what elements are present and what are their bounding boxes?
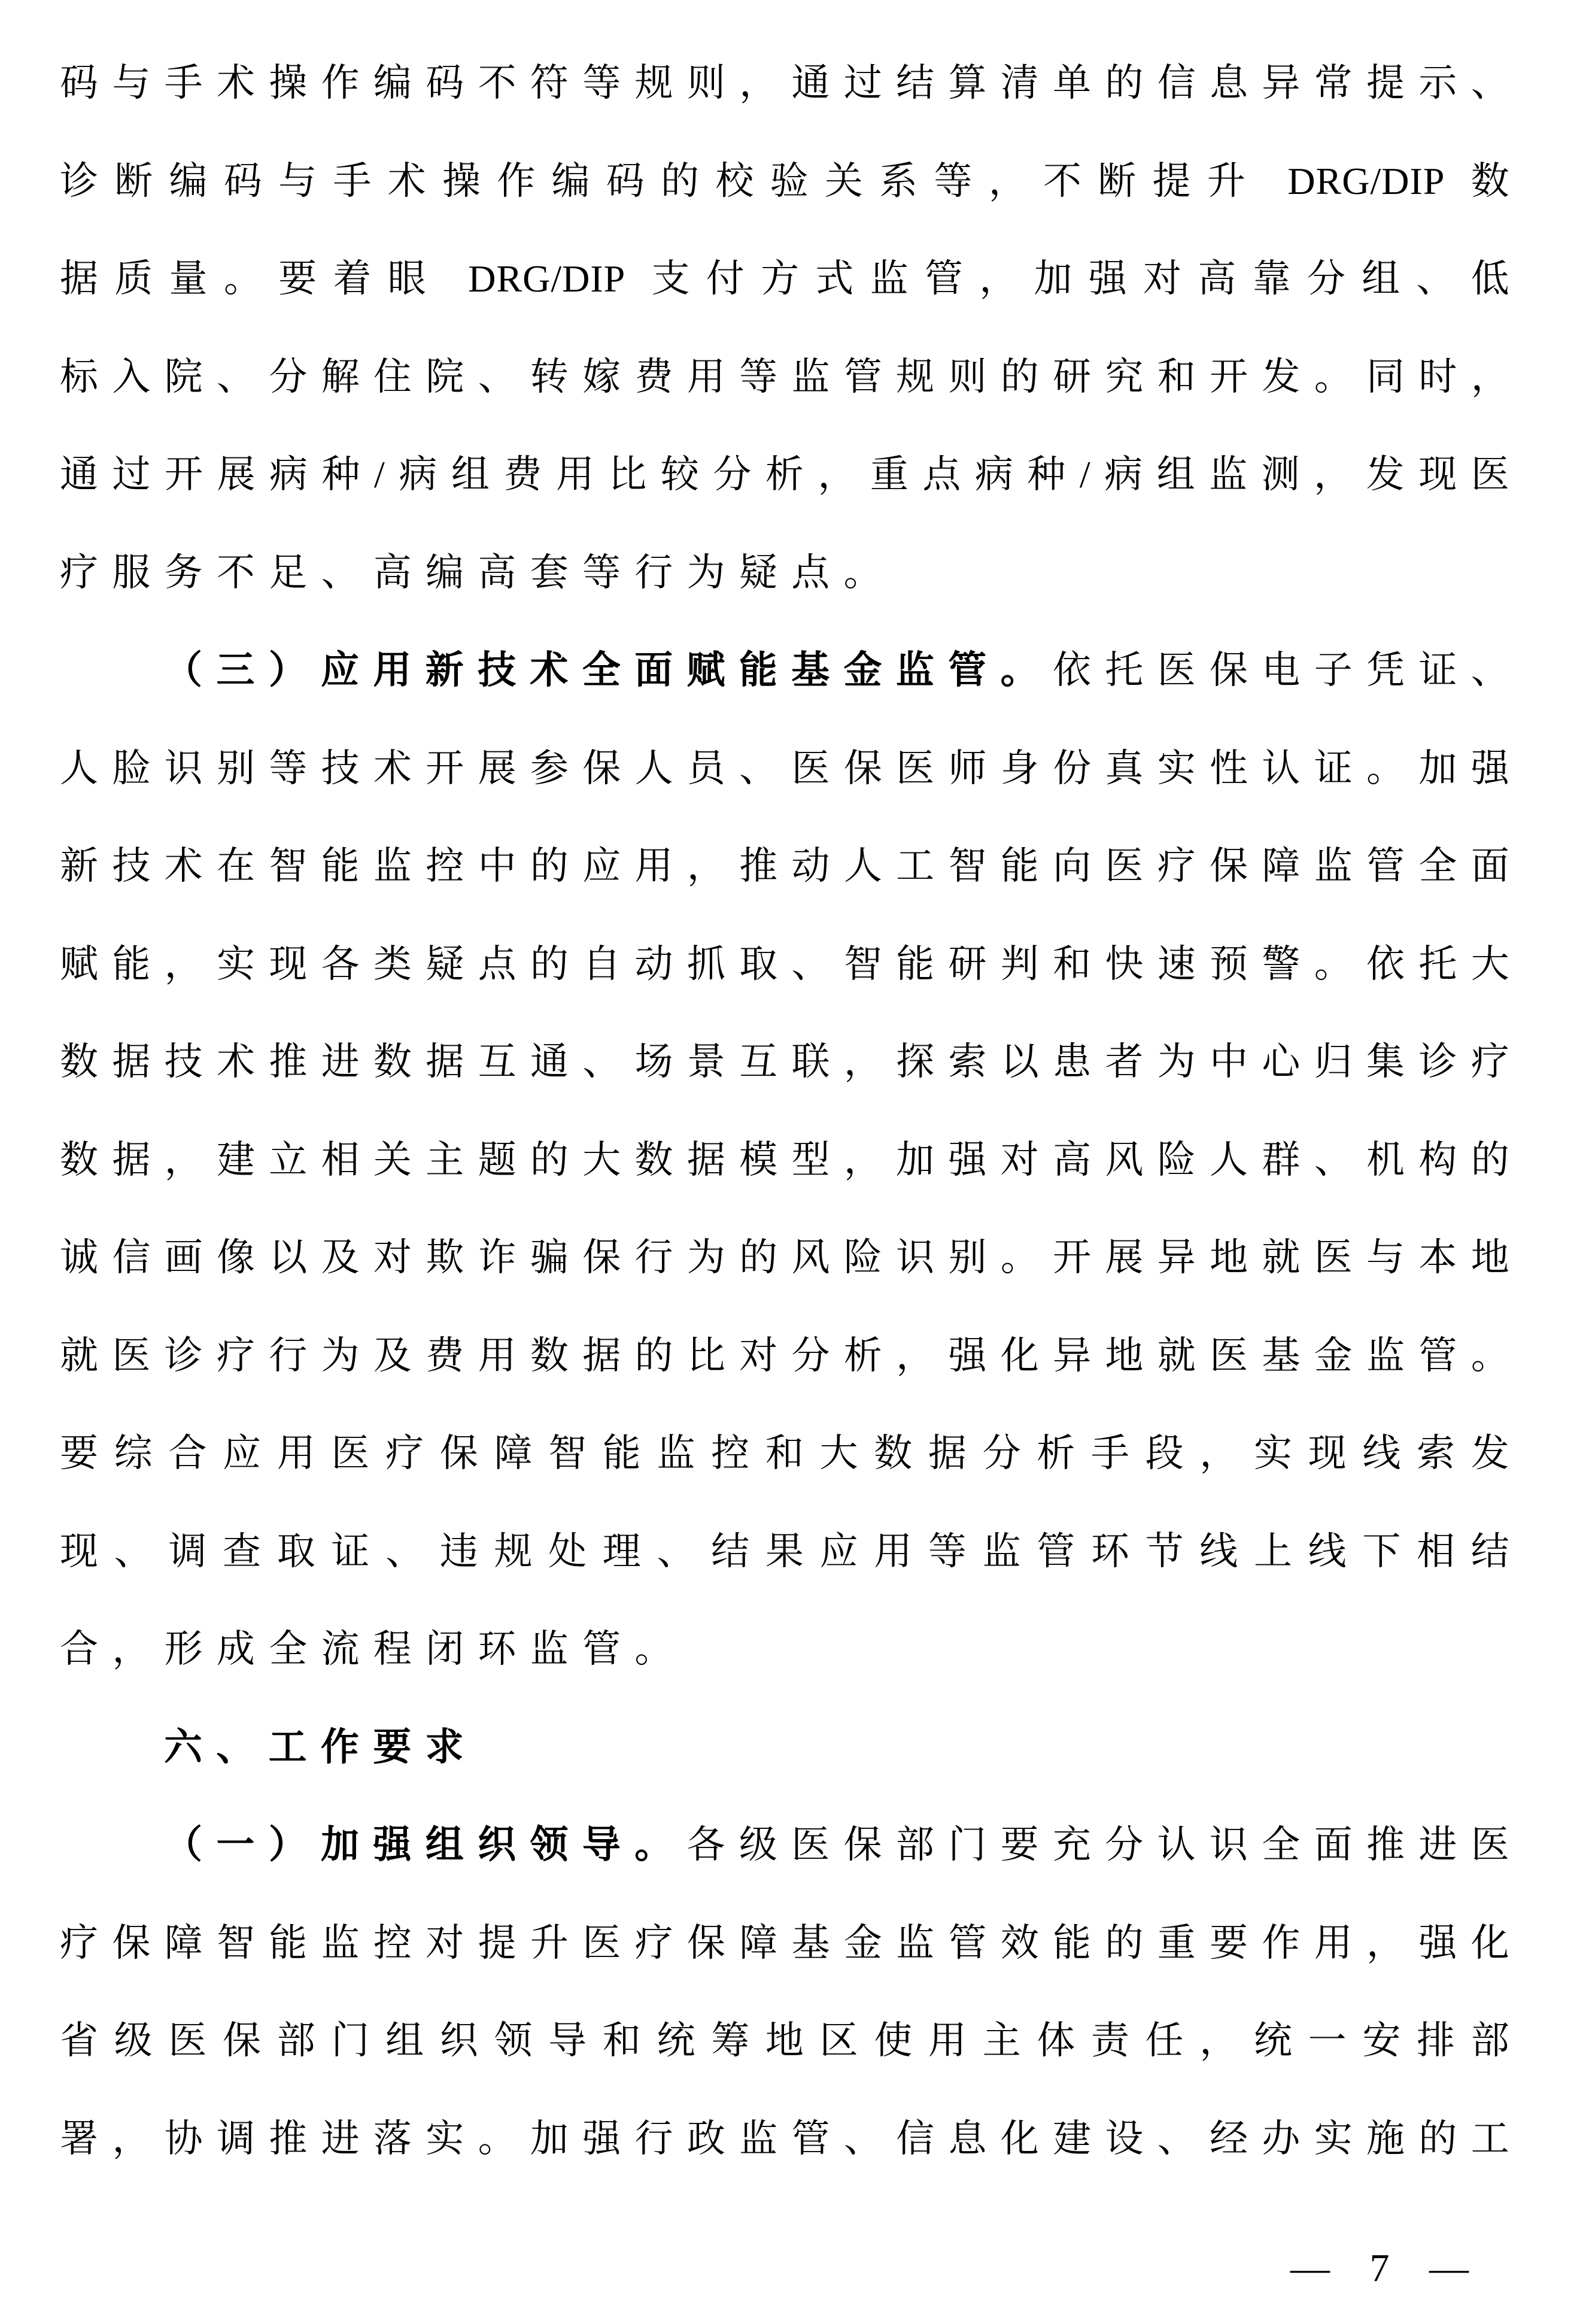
paragraph-1-text: 各级医保部门要充分认识全面推进医 (686, 1824, 1523, 1866)
body-line-06: 疗服务不足、高编高套等行为疑点。 (60, 551, 896, 594)
body-line-15: 要综合应用医疗保障智能监控和大数据分析手段，实现线索发 (60, 1432, 1523, 1475)
body-line-21: 省级医保部门组织领导和统筹地区使用主体责任，统一安排部 (60, 2019, 1523, 2062)
body-line-03-pre: 据质量。要着眼 (60, 257, 469, 300)
body-line-10: 赋能，实现各类疑点的自动抓取、智能研判和快速预警。依托大 (60, 942, 1523, 985)
paragraph-3-heading: （三）应用新技术全面赋能基金监管。 (164, 649, 1053, 691)
body-line-22: 署，协调推进落实。加强行政监管、信息化建设、经办实施的工 (60, 2117, 1523, 2160)
body-line-20: 疗保障智能监控对提升医疗保障基金监管效能的重要作用，强化 (60, 1921, 1523, 1964)
page-number: — 7 — (1290, 2246, 1471, 2290)
body-line-02-pre: 诊断编码与手术操作编码的校验关系等，不断提升 (60, 159, 1288, 202)
body-line-17: 合，形成全流程闭环监管。 (60, 1628, 687, 1670)
paragraph-3-text: 依托医保电子凭证、 (1052, 649, 1523, 691)
body-line-09: 新技术在智能监控中的应用，推动人工智能向医疗保障监管全面 (60, 845, 1523, 887)
body-line-03-post: 支付方式监管，加强对高靠分组、低 (625, 257, 1523, 300)
body-line-02-post: 数 (1445, 159, 1523, 202)
body-line-02 (60, 132, 1523, 230)
body-line-01: 码与手术操作编码不符等规则，通过结算清单的信息异常提示、 (60, 62, 1523, 104)
document-body (60, 34, 1523, 2188)
drg-dip-term: DRG/DIP (468, 257, 626, 300)
body-line-11: 数据技术推进数据互通、场景互联，探索以患者为中心归集诊疗 (60, 1040, 1523, 1083)
drg-dip-term: DRG/DIP (1287, 159, 1445, 202)
body-line-04: 标入院、分解住院、转嫁费用等监管规则的研究和开发。同时， (60, 355, 1523, 398)
body-line-05: 通过开展病种/病组费用比较分析，重点病种/病组监测，发现医 (60, 453, 1523, 496)
body-line-03 (60, 230, 1523, 328)
body-line-14: 就医诊疗行为及费用数据的比对分析，强化异地就医基金监管。 (60, 1334, 1523, 1377)
body-line-12: 数据，建立相关主题的大数据模型，加强对高风险人群、机构的 (60, 1138, 1523, 1181)
body-line-16: 现、调查取证、违规处理、结果应用等监管环节线上线下相结 (60, 1530, 1523, 1573)
body-line-08: 人脸识别等技术开展参保人员、医保医师身份真实性认证。加强 (60, 747, 1523, 790)
body-line-13: 诚信画像以及对欺诈骗保行为的风险识别。开展异地就医与本地 (60, 1236, 1523, 1279)
paragraph-lead-line-1 (60, 1796, 1523, 1894)
section-heading-6: 六、工作要求 (164, 1725, 478, 1768)
paragraph-lead-line-3 (60, 621, 1523, 720)
paragraph-1-heading: （一）加强组织领导。 (164, 1824, 687, 1866)
